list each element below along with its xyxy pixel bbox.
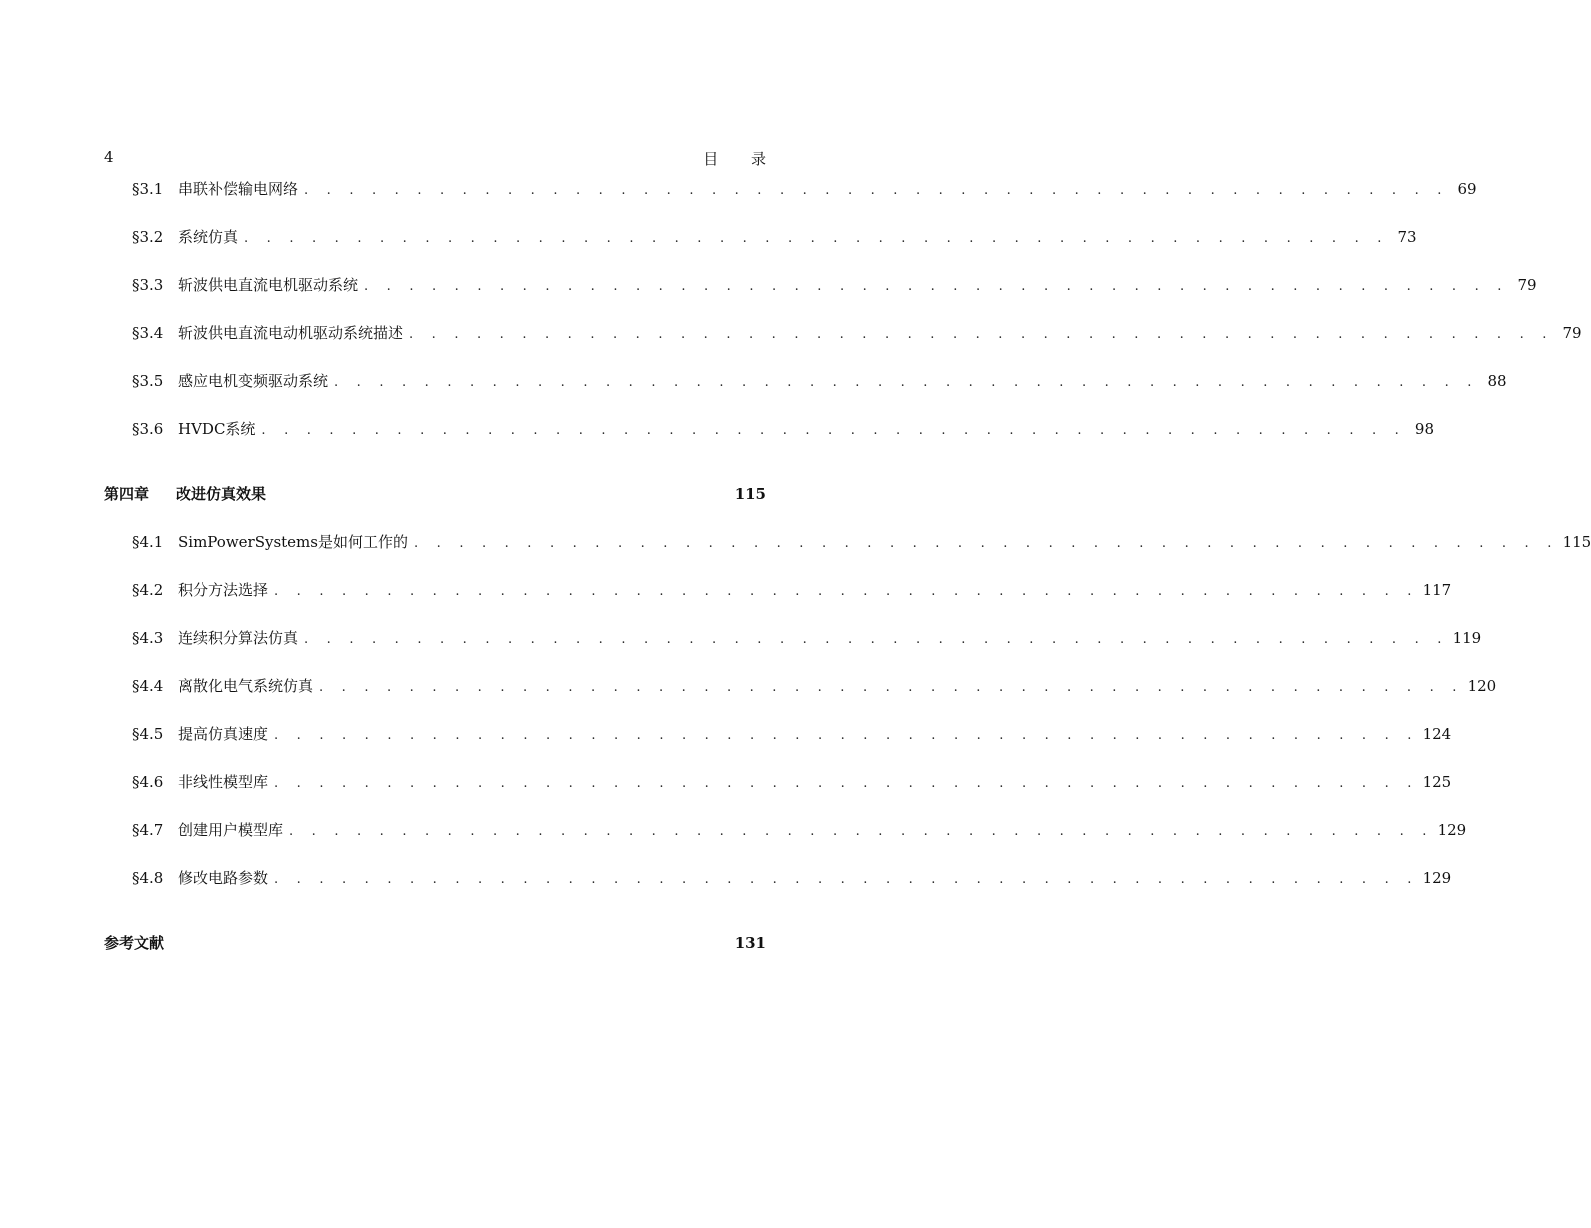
toc-entry-4-1[interactable]: [132, 531, 1591, 553]
section-title: 非线性模型库: [178, 773, 269, 791]
section-title: HVDC系统: [178, 420, 256, 438]
page-ref: 117: [1422, 581, 1452, 599]
section-number: §4.1: [132, 533, 164, 551]
dot-leader: . . . . . . . . . . . . . . . . . . . . . . . . . . . . . . . . . . . . . . . . . . . . . . . . . . .: [244, 231, 1389, 246]
chapter-number: 第四章: [104, 485, 150, 503]
page-ref: 131: [734, 934, 766, 952]
section-number: §4.3: [132, 629, 164, 647]
section-title: 离散化电气系统仿真: [178, 677, 314, 695]
dot-leader: . . . . . . . . . . . . . . . . . . . . . . . . . . . . . . . . . . . . . . . . . . . . . . . . . . .: [334, 375, 1479, 390]
toc-entry-4-8[interactable]: [132, 867, 1452, 889]
toc-entry-3-2[interactable]: [132, 226, 1417, 248]
section-number: §3.6: [132, 420, 164, 438]
section-number: §3.3: [132, 276, 164, 294]
dot-leader: . . . . . . . . . . . . . . . . . . . . . . . . . . . . . . . . . . . . . . . . . . . . . . . . . . .: [261, 423, 1406, 438]
toc-entry-3-5[interactable]: [132, 370, 1507, 392]
section-title: 修改电路参数: [178, 869, 269, 887]
section-title: 创建用户模型库: [178, 821, 284, 839]
section-number: §4.7: [132, 821, 164, 839]
toc-entry-4-4[interactable]: [132, 675, 1497, 697]
page-ref: 79: [1562, 324, 1582, 342]
page-ref: 115: [1562, 533, 1591, 551]
section-number: §3.5: [132, 372, 164, 390]
section-title: SimPowerSystems是如何工作的: [178, 533, 408, 551]
dot-leader: . . . . . . . . . . . . . . . . . . . . . . . . . . . . . . . . . . . . . . . . . . . . . . . . . . .: [274, 872, 1419, 887]
section-title: 斩波供电直流电机驱动系统: [178, 276, 359, 294]
toc-entry-4-7[interactable]: [132, 819, 1467, 841]
page-number: 4: [104, 148, 114, 166]
dot-leader: . . . . . . . . . . . . . . . . . . . . . . . . . . . . . . . . . . . . . . . . . . . . . . . . . . .: [319, 680, 1464, 695]
page-ref: 88: [1487, 372, 1507, 390]
page-ref: 124: [1422, 725, 1452, 743]
chapter-title: 改进仿真效果: [176, 485, 267, 503]
toc-entry-3-1[interactable]: [132, 178, 1477, 200]
section-title: 串联补偿输电网络: [178, 180, 299, 198]
dot-leader: . . . . . . . . . . . . . . . . . . . . . . . . . . . . . . . . . . . . . . . . . . . . . . . . . . .: [274, 728, 1419, 743]
toc-entry-4-6[interactable]: [132, 771, 1452, 793]
page-ref: 119: [1452, 629, 1482, 647]
toc-entry-4-3[interactable]: [132, 627, 1482, 649]
section-number: §4.8: [132, 869, 164, 887]
dot-leader: . . . . . . . . . . . . . . . . . . . . . . . . . . . . . . . . . . . . . . . . . . . . . . . . . . .: [304, 183, 1449, 198]
dot-leader: . . . . . . . . . . . . . . . . . . . . . . . . . . . . . . . . . . . . . . . . . . . . . . . . . . .: [364, 279, 1509, 294]
section-title: 系统仿真: [178, 228, 239, 246]
toc-entry-3-6[interactable]: [132, 418, 1434, 440]
dot-leader: . . . . . . . . . . . . . . . . . . . . . . . . . . . . . . . . . . . . . . . . . . . . . . . . . . .: [409, 327, 1554, 342]
dot-leader: . . . . . . . . . . . . . . . . . . . . . . . . . . . . . . . . . . . . . . . . . . . . . . . . . . .: [289, 824, 1434, 839]
section-title: 感应电机变频驱动系统: [178, 372, 329, 390]
section-title: 提高仿真速度: [178, 725, 269, 743]
page-ref: 120: [1467, 677, 1497, 695]
dot-leader: . . . . . . . . . . . . . . . . . . . . . . . . . . . . . . . . . . . . . . . . . . . . . . . . . . .: [274, 776, 1419, 791]
page-ref: 115: [734, 485, 766, 503]
section-number: §4.2: [132, 581, 164, 599]
references-title: 参考文献: [104, 934, 165, 952]
toc-entry-3-4[interactable]: [132, 322, 1582, 344]
page-ref: 129: [1437, 821, 1467, 839]
page-header-title: 目 录: [703, 150, 780, 168]
section-number: §3.1: [132, 180, 164, 198]
toc-references[interactable]: [104, 932, 766, 954]
section-title: 斩波供电直流电动机驱动系统描述: [178, 324, 404, 342]
page-ref: 125: [1422, 773, 1452, 791]
section-title: 积分方法选择: [178, 581, 269, 599]
dot-leader: . . . . . . . . . . . . . . . . . . . . . . . . . . . . . . . . . . . . . . . . . . . . . . . . . . .: [274, 584, 1419, 599]
page-ref: 73: [1397, 228, 1417, 246]
page-ref: 129: [1422, 869, 1452, 887]
toc-chapter-4[interactable]: [104, 483, 766, 505]
dot-leader: . . . . . . . . . . . . . . . . . . . . . . . . . . . . . . . . . . . . . . . . . . . . . . . . . . .: [413, 536, 1559, 551]
toc-entry-3-3[interactable]: [132, 274, 1537, 296]
page-ref: 69: [1457, 180, 1477, 198]
toc-entry-4-2[interactable]: [132, 579, 1452, 601]
section-title: 连续积分算法仿真: [178, 629, 299, 647]
dot-leader: . . . . . . . . . . . . . . . . . . . . . . . . . . . . . . . . . . . . . . . . . . . . . . . . . . .: [304, 632, 1449, 647]
section-number: §4.4: [132, 677, 164, 695]
page-ref: 98: [1414, 420, 1434, 438]
toc-entry-4-5[interactable]: [132, 723, 1452, 745]
page-ref: 79: [1517, 276, 1537, 294]
section-number: §4.6: [132, 773, 164, 791]
section-number: §3.2: [132, 228, 164, 246]
section-number: §4.5: [132, 725, 164, 743]
section-number: §3.4: [132, 324, 164, 342]
